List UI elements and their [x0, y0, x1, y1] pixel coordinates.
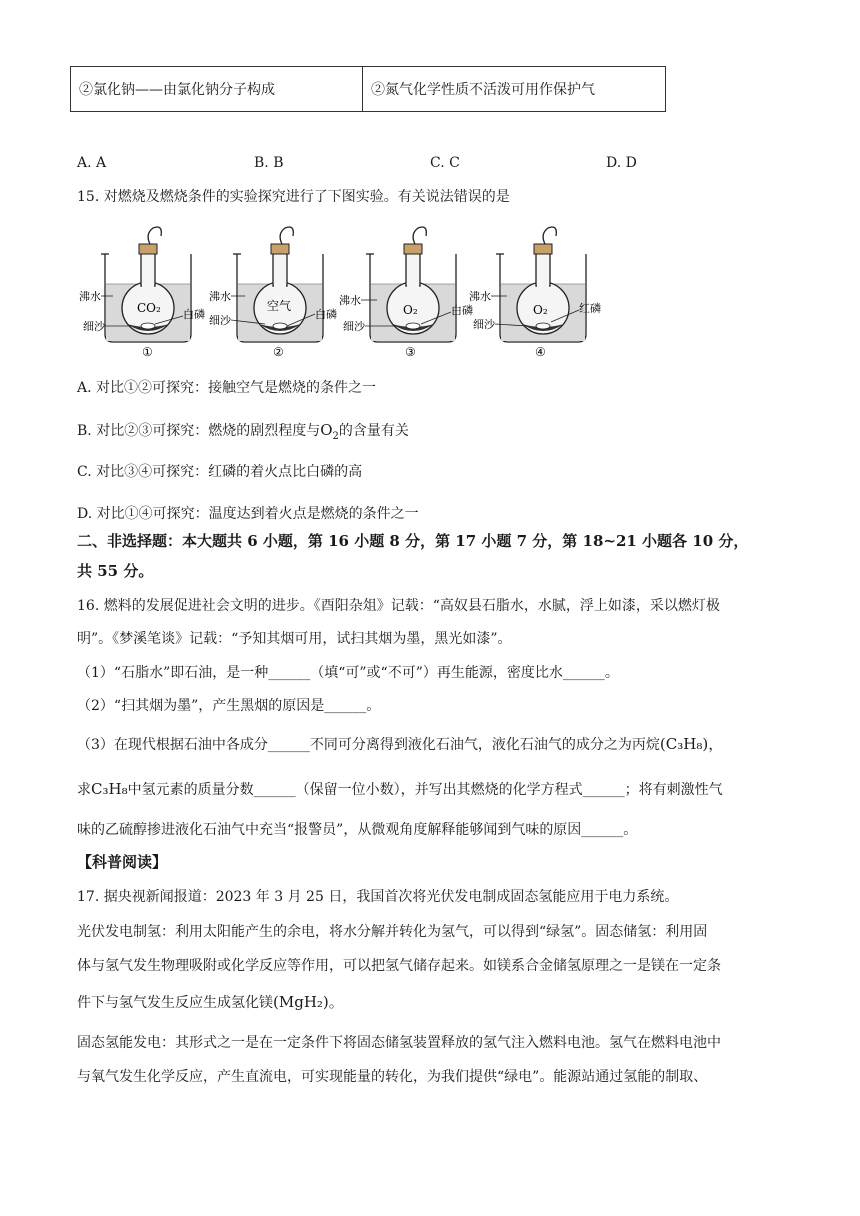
label-sand-4: 细沙	[473, 318, 495, 331]
q14-option-a[interactable]: A. A	[77, 155, 107, 171]
label-sand-2: 细沙	[209, 314, 231, 327]
q15-option-c[interactable]: C. 对比③④可探究：红磷的着火点比白磷的高	[77, 464, 363, 480]
q16-sub3-text: （3）在现代根据石油中各成分______不同可分离得到液化石油气，液化石油气的成分之为丙烷	[77, 737, 660, 753]
q16-sub3	[77, 734, 723, 755]
label-white-p-2: 白磷	[315, 308, 337, 321]
label-n3: ③	[405, 345, 416, 359]
q16-line6	[77, 779, 723, 800]
q14-option-b[interactable]: B. B	[254, 155, 284, 171]
label-n1: ①	[142, 345, 153, 359]
q15-option-a[interactable]: A. 对比①②可探究：接触空气是燃烧的条件之一	[77, 380, 377, 396]
q17-line3: 体与氢气发生物理吸附或化学反应等作用，可以把氢气储存起来。如镁系合金储氢原理之一是镁在一定条	[77, 958, 721, 974]
label-gas-1: CO₂	[137, 301, 161, 315]
q17-line6: 与氧气发生化学反应，产生直流电，可实现能量的转化，为我们提供“绿电”。能源站通过氢能的制取、	[77, 1069, 708, 1085]
label-red-p-4: 红磷	[579, 302, 601, 315]
label-boiling-water-1: 沸水	[79, 290, 101, 303]
label-gas-2: 空气	[267, 299, 292, 313]
q17-line1: 17. 据央视新闻报道：2023 年 3 月 25 日，我国首次将光伏发电制成固态氢能应用于电力系统。	[77, 889, 679, 905]
q15-option-b-text: B. 对比②③可探究：燃烧的剧烈程度与	[77, 423, 321, 439]
section2-heading-line1: 二、非选择题：本大题共 6 小题，第 16 小题 8 分，第 17 小题 7 分，第 18~21 小题各 10 分，	[77, 532, 749, 550]
q17-line5: 固态氢能发电：其形式之一是在一定条件下将固态储氢装置释放的氢气注入燃料电池。氢气在燃料电池中	[77, 1035, 721, 1051]
q16-line6-pre: 求	[77, 782, 91, 798]
label-white-p-1: 白磷	[183, 308, 205, 321]
science-reading-header: 【科普阅读】	[77, 853, 168, 871]
q16-line7: 味的乙硫醇掺进液化石油气中充当“报警员”，从微观角度解释能够闻到气味的原因______。	[77, 822, 638, 838]
label-gas-4: O₂	[533, 303, 548, 317]
label-gas-3: O₂	[403, 303, 418, 317]
q17-line2: 光伏发电制氢：利用太阳能产生的余电，将水分解并转化为氢气，可以得到“绿氢”。固态储氢：利用固	[77, 924, 708, 940]
q15-option-b-tail: 的含量有关	[338, 423, 409, 439]
q16-line6-post: 中氢元素的质量分数______（保留一位小数），并写出其燃烧的化学方程式______；将有刺激性气	[127, 782, 723, 798]
q15-stem: 15. 对燃烧及燃烧条件的实验探究进行了下图实验。有关说法错误的是	[77, 189, 510, 205]
table-cell-left: ②氯化钠——由氯化钠分子构成	[71, 67, 363, 112]
label-white-p-3: 白磷	[451, 304, 473, 317]
section2-heading-line2: 共 55 分。	[77, 562, 154, 580]
label-n2: ②	[273, 345, 284, 359]
q16-sub2: （2）“扫其烟为墨”，产生黑烟的原因是______。	[77, 698, 381, 714]
label-sand-1: 细沙	[83, 320, 105, 333]
propane-formula: (C₃H₈)，	[659, 735, 724, 753]
combustion-experiment-figure	[75, 222, 615, 362]
q17-line4-text: 件下与氢气发生反应生成氢化镁	[77, 995, 273, 1011]
q14-option-c[interactable]: C. C	[430, 155, 460, 171]
q14-option-d[interactable]: D. D	[606, 155, 637, 171]
q16-sub1: （1）“石脂水”即石油，是一种______（填“可”或“不可”）再生能源，密度比水______。	[77, 665, 619, 681]
label-boiling-water-2: 沸水	[209, 290, 231, 303]
table-cell-right: ②氮气化学性质不活泼可用作保护气	[363, 67, 666, 112]
label-boiling-water-4: 沸水	[469, 290, 491, 303]
answer-table	[70, 66, 666, 112]
label-n4: ④	[535, 345, 546, 359]
label-sand-3: 细沙	[343, 320, 365, 333]
mgh2-formula: (MgH₂)。	[273, 993, 344, 1011]
c3h8-formula: C₃H₈	[91, 780, 128, 798]
q16-line2: 明”。《梦溪笔谈》记载：“予知其烟可用，试扫其烟为墨，黑光如漆”。	[77, 631, 512, 647]
q15-option-d[interactable]: D. 对比①④可探究：温度达到着火点是燃烧的条件之一	[77, 506, 419, 522]
q15-option-b[interactable]	[77, 420, 409, 447]
o2-formula: $O_2$	[320, 421, 339, 442]
label-boiling-water-3: 沸水	[339, 294, 361, 307]
q17-line4	[77, 992, 344, 1013]
q16-line1: 16. 燃料的发展促进社会文明的进步。《酉阳杂俎》记载：“高奴县石脂水，水腻，浮上如漆，采以燃灯极	[77, 598, 720, 614]
